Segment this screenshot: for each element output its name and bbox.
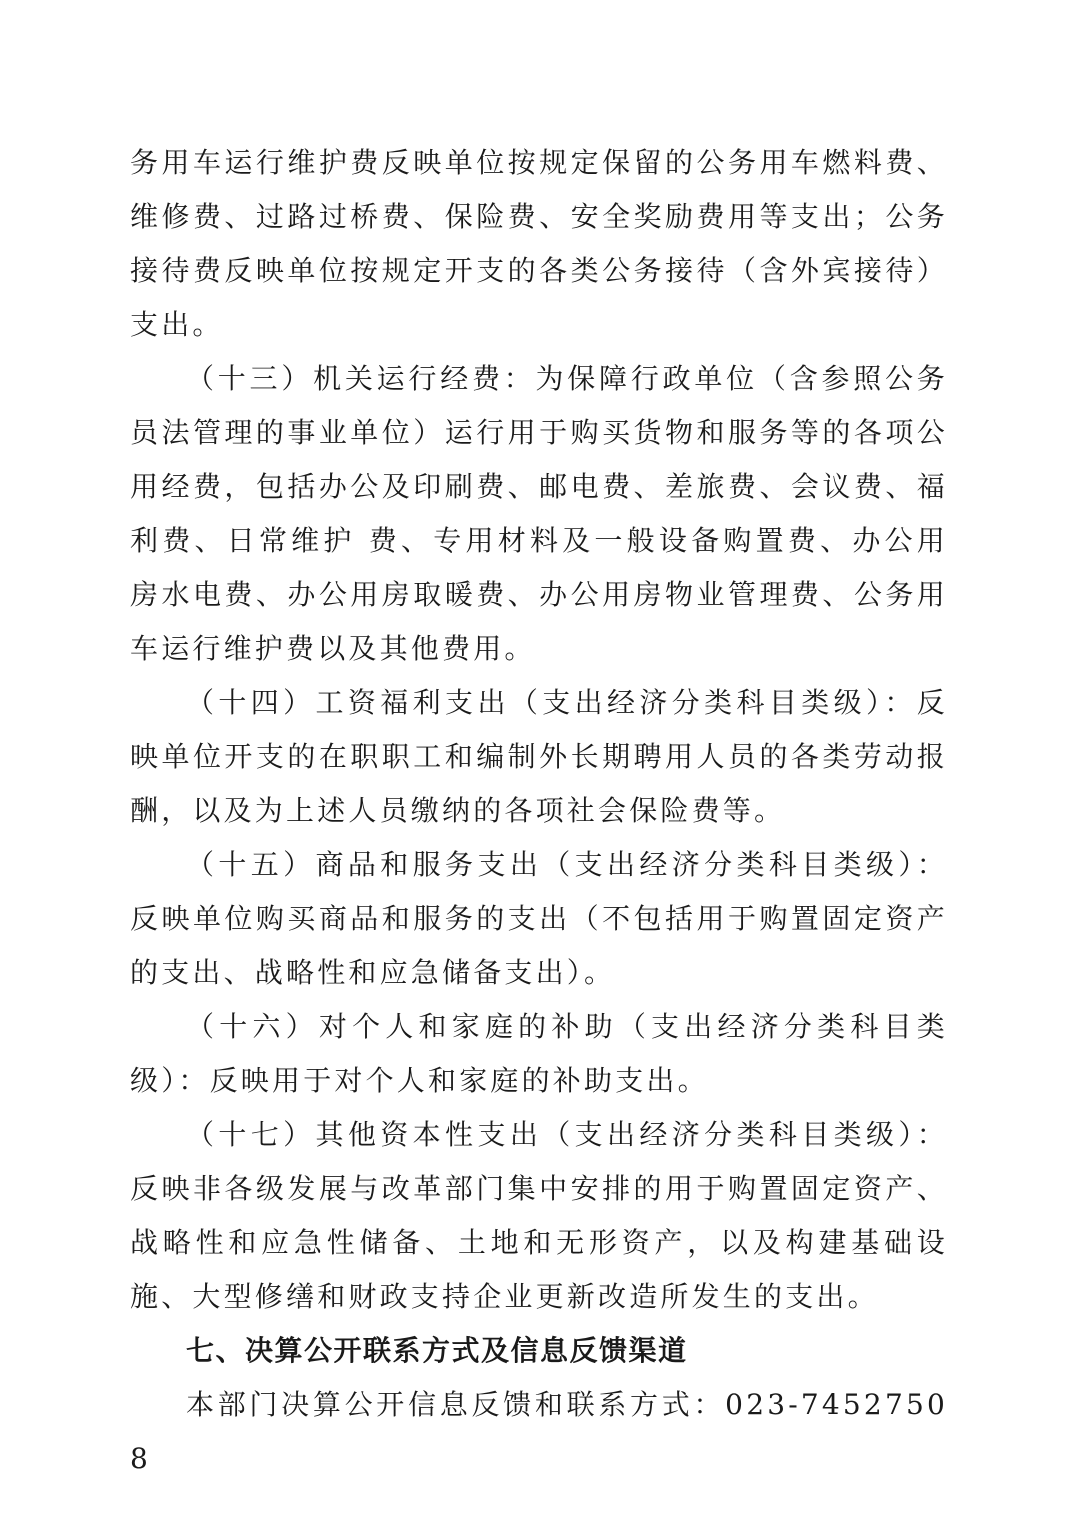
paragraph-wage-welfare-expenditure: （十四）工资福利支出（支出经济分类科目类级）：反映单位开支的在职职工和编制外长期聘用人员的各类劳动报酬，以及为上述人员缴纳的各项社会保险费等。	[130, 686, 948, 827]
paragraph-office-operating-costs: （十三）机关运行经费：为保障行政单位（含参照公务员法管理的事业单位）运行用于购买货物和服务等的各项公用经费，包括办公及印刷费、邮电费、差旅费、会议费、福利费、日常维护 费、专用材料及一般设备购置费、办公用房水电费、办公用房取暖费、办公用房物业管理费、公务用车运行维护费以及其他费用。	[130, 362, 948, 665]
section-heading-contact: 七、决算公开联系方式及信息反馈渠道	[186, 1334, 688, 1367]
contact-line: 本部门决算公开信息反馈和联系方式：023-74527508	[130, 1388, 948, 1475]
paragraph-goods-services-expenditure: （十五）商品和服务支出（支出经济分类科目类级）：反映单位购买商品和服务的支出（不包括用于购置固定资产的支出、战略性和应急储备支出）。	[130, 848, 948, 989]
paragraph-vehicle-reception-costs: 务用车运行维护费反映单位按规定保留的公务用车燃料费、维修费、过路过桥费、保险费、安全奖励费用等支出；公务接待费反映单位按规定开支的各类公务接待（含外宾接待）支出。	[130, 146, 948, 341]
paragraph-household-subsidies: （十六）对个人和家庭的补助（支出经济分类科目类级）：反映用于对个人和家庭的补助支出。	[130, 1010, 948, 1097]
paragraph-other-capital-expenditure: （十七）其他资本性支出（支出经济分类科目类级）：反映非各级发展与改革部门集中安排的用于购置固定资产、战略性和应急性储备、土地和无形资产，以及构建基础设施、大型修缮和财政支持企业更新改造所发生的支出。	[130, 1118, 948, 1313]
document-body	[130, 136, 948, 1486]
